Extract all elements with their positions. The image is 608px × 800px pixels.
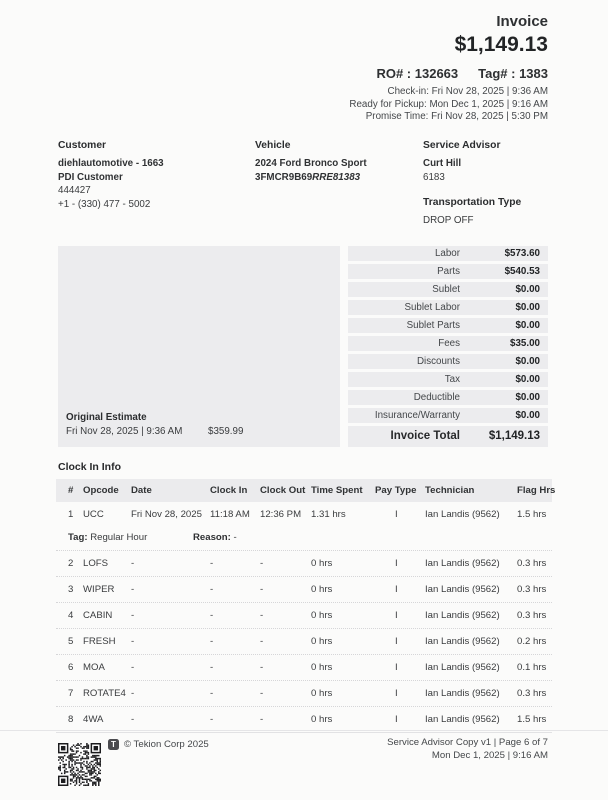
estimate-date: Fri Nov 28, 2025 | 9:36 AM: [66, 425, 183, 437]
original-estimate-panel: [58, 246, 340, 447]
col-header-opcode: Opcode: [83, 484, 119, 496]
total-row-fees: Fees $35.00: [348, 336, 548, 351]
total-row-deductible: Deductible $0.00: [348, 390, 548, 405]
table-row: 5 FRESH - - - 0 hrs I Ian Landis (9562) 0.2 hrs: [56, 629, 552, 655]
vehicle-name: 2024 Ford Bronco Sport: [255, 157, 367, 169]
customer-heading: Customer: [58, 139, 107, 151]
col-header-num: #: [68, 484, 74, 496]
clock-in-section: [58, 460, 556, 733]
total-row-discounts: Discounts $0.00: [348, 354, 548, 369]
promise-time: Promise Time: Fri Nov 28, 2025 | 5:30 PM: [365, 111, 548, 123]
transportation-heading: Transportation Type: [423, 197, 522, 209]
total-row-sublet-parts: Sublet Parts $0.00: [348, 318, 548, 333]
customer-name: diehlautomotive - 1663: [58, 157, 164, 169]
advisor-heading: Service Advisor: [423, 139, 501, 151]
customer-phone: +1 - (330) 477 - 5002: [58, 198, 151, 210]
table-row: 8 4WA - - - 0 hrs I Ian Landis (9562) 1.5 hrs: [56, 707, 552, 733]
totals-list: [348, 246, 548, 447]
parties-section: [58, 140, 548, 228]
col-header-technician: Technician: [425, 484, 475, 496]
tag-value: Regular Hour: [87, 531, 148, 543]
estimate-heading: Original Estimate: [66, 411, 147, 423]
total-row-parts: Parts $540.53: [348, 264, 548, 279]
table-row: 7 ROTATE4 - - - 0 hrs I Ian Landis (9562) 0.3 hrs: [56, 681, 552, 707]
table-row: 2 LOFS - - - 0 hrs I Ian Landis (9562) 0.3 hrs: [56, 551, 552, 577]
invoice-title: Invoice: [496, 13, 548, 30]
vin-prefix: 3FMCR9B69: [255, 171, 313, 183]
invoice-total-amount: $1,149.13: [454, 32, 548, 56]
total-row-sublet-labor: Sublet Labor $0.00: [348, 300, 548, 315]
advisor-name: Curt Hill: [423, 157, 462, 169]
table-row: 4 CABIN - - - 0 hrs I Ian Landis (9562) 0.3 hrs: [56, 603, 552, 629]
check-in-time: Check-in: Fri Nov 28, 2025 | 9:36 AM: [387, 86, 548, 98]
col-header-flag-hrs: Flag Hrs: [517, 484, 556, 496]
clock-in-heading: Clock In Info: [58, 460, 121, 473]
footer-date-line: Mon Dec 1, 2025 | 9:16 AM: [431, 750, 548, 761]
customer-number: 444427: [58, 185, 91, 197]
table-row: 3 WIPER - - - 0 hrs I Ian Landis (9562) 0.3 hrs: [56, 577, 552, 603]
table-header-row: [56, 479, 556, 502]
col-header-time-spent: Time Spent: [311, 484, 363, 496]
vehicle-vin: [255, 171, 423, 185]
copyright-text: © Tekion Corp 2025: [124, 739, 209, 750]
tag-number: Tag# : 1383: [478, 65, 548, 81]
reason-value: -: [230, 531, 237, 543]
total-row-insurance: Insurance/Warranty $0.00: [348, 408, 548, 423]
ro-tag-line: [58, 66, 548, 82]
col-header-pay-type: Pay Type: [375, 484, 417, 496]
total-row-sublet: Sublet $0.00: [348, 282, 548, 297]
footer-page-info: [387, 736, 548, 762]
advisor-number: 6183: [423, 171, 445, 183]
ro-number: RO# : 132663: [376, 65, 459, 81]
copyright-line: [108, 739, 209, 750]
copy-page-line: Service Advisor Copy v1 | Page 6 of 7: [387, 737, 548, 748]
col-header-clock-in: Clock In: [210, 484, 248, 496]
summary-section: [58, 246, 548, 447]
tag-label: Tag:: [68, 531, 88, 543]
customer-block: [58, 140, 255, 228]
estimate-row: [66, 426, 332, 437]
reason-label: Reason:: [193, 531, 231, 543]
invoice-total-row: Invoice Total $1,149.13: [348, 426, 548, 447]
qr-code: [58, 743, 101, 786]
total-row-labor: Labor $573.60: [348, 246, 548, 261]
estimate-amount: $359.99: [208, 425, 244, 437]
table-row: 6 MOA - - - 0 hrs I Ian Landis (9562) 0.1 hrs: [56, 655, 552, 681]
col-header-clock-out: Clock Out: [260, 484, 306, 496]
table-row: 1 UCC Fri Nov 28, 2025 11:18 AM 12:36 PM 1.31 hrs I Ian Landis (9562) 1.5 hrs: [68, 508, 547, 520]
customer-type: PDI Customer: [58, 171, 123, 183]
col-header-date: Date: [131, 484, 152, 496]
page-footer: [0, 730, 608, 786]
clock-in-table: [56, 479, 556, 733]
ready-for-pickup-time: Ready for Pickup: Mon Dec 1, 2025 | 9:16 AM: [349, 98, 548, 110]
vin-suffix: RRE81383: [312, 171, 361, 183]
vehicle-heading: Vehicle: [255, 139, 291, 151]
vehicle-block: [255, 140, 423, 228]
total-row-tax: Tax $0.00: [348, 372, 548, 387]
transportation-value: DROP OFF: [423, 215, 474, 227]
tekion-logo-icon: T: [108, 739, 119, 750]
document-header: [58, 14, 548, 124]
tag-reason-row: [56, 527, 552, 551]
advisor-block: [423, 140, 548, 228]
